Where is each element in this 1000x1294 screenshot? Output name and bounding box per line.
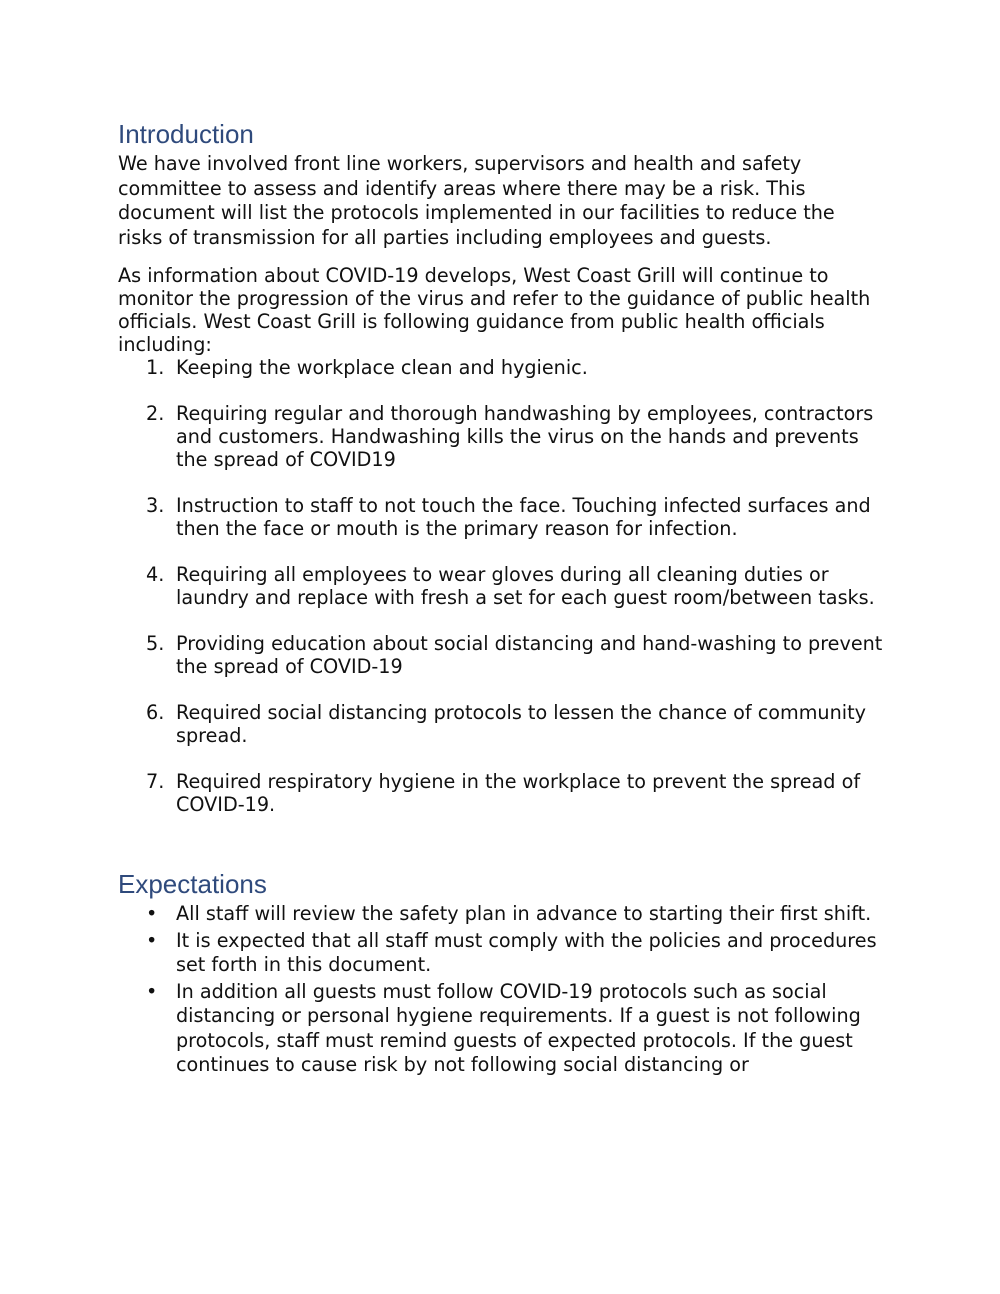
list-item: 7. Required respiratory hygiene in the workplace to prevent the spread of COVID-19.: [146, 770, 861, 816]
list-item: • In addition all guests must follow COVID-19 protocols such as social distancing or personal hygiene requirements. If a guest is not following protocols, staff must remind guests of expected protocols. If the guest continues to cause risk by not following social distancing or: [146, 979, 861, 1076]
list-item: 3. Instruction to staff to not touch the face. Touching infected surfaces and then the face or mouth is the primary reason for infection.: [146, 494, 871, 540]
list-item: 5. Providing education about social distancing and hand-washing to prevent the spread of COVID-19: [146, 632, 883, 678]
expectations-list: [118, 902, 883, 1078]
introduction-paragraph-1: We have involved front line workers, supervisors and health and safety committee to assess and identify areas where there may be a risk. This document will list the protocols implemented in our facilities to reduce the risks of transmission for all parties including employees and guests.: [118, 152, 835, 249]
bullet-icon: •: [146, 979, 158, 1003]
list-item: 4. Requiring all employees to wear gloves during all cleaning duties or laundry and replace with fresh a set for each guest room/between tasks.: [146, 563, 875, 609]
expectations-heading: Expectations: [118, 869, 267, 899]
guidance-list: [118, 356, 883, 816]
list-item: 6. Required social distancing protocols to lessen the chance of community spread.: [146, 701, 866, 747]
bullet-icon: •: [146, 902, 158, 925]
list-item: • All staff will review the safety plan in advance to starting their first shift.: [146, 902, 872, 925]
introduction-heading: Introduction: [118, 119, 254, 149]
document-page: [118, 118, 883, 1080]
list-item: • It is expected that all staff must comply with the policies and procedures set forth in this document.: [146, 928, 877, 976]
introduction-paragraph-2: As information about COVID-19 develops, West Coast Grill will continue to monitor the progression of the virus and refer to the guidance of public health officials. West Coast Grill is following guidance from public health officials including:: [118, 264, 871, 356]
bullet-icon: •: [146, 928, 158, 952]
list-item: 2. Requiring regular and thorough handwashing by employees, contractors and customers. Handwashing kills the virus on the hands and prevents the spread of COVID19: [146, 402, 874, 471]
list-item: 1. Keeping the workplace clean and hygienic.: [146, 356, 588, 379]
